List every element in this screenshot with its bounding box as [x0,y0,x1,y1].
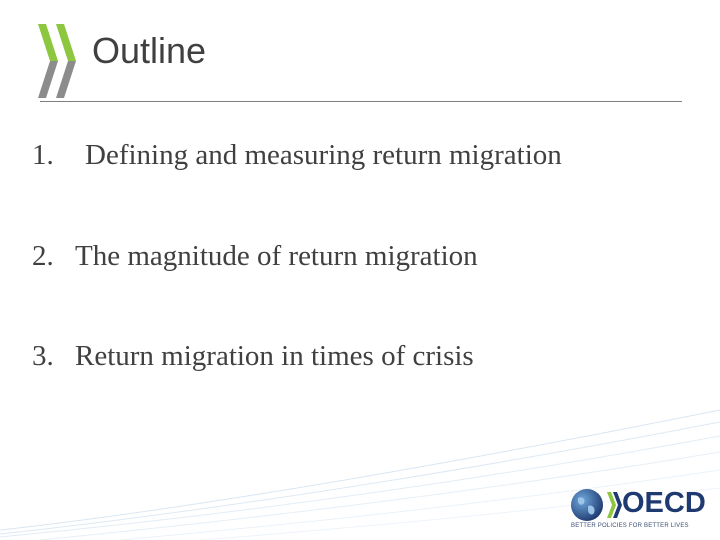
outline-item-number: 1. [32,139,54,171]
title-divider [40,101,682,102]
double-chevron-icon [36,24,78,98]
slide-title: Outline [92,30,207,71]
outline-item-text: Defining and measuring return migration [85,139,562,171]
outline-item-number: 3. [32,340,54,372]
outline-item-3 [32,339,474,374]
outline-item-text: The magnitude of return migration [75,240,478,272]
oecd-globe-icon [570,488,604,522]
oecd-chevron-icon [606,492,622,518]
outline-item-2 [32,239,478,274]
oecd-wordmark: OECD [622,487,706,519]
outline-item-number: 2. [32,240,54,272]
outline-item-1 [32,138,562,173]
outline-item-text: Return migration in times of crisis [75,340,474,372]
oecd-logo [570,486,710,532]
oecd-tagline: BETTER POLICIES FOR BETTER LIVES [571,523,689,529]
